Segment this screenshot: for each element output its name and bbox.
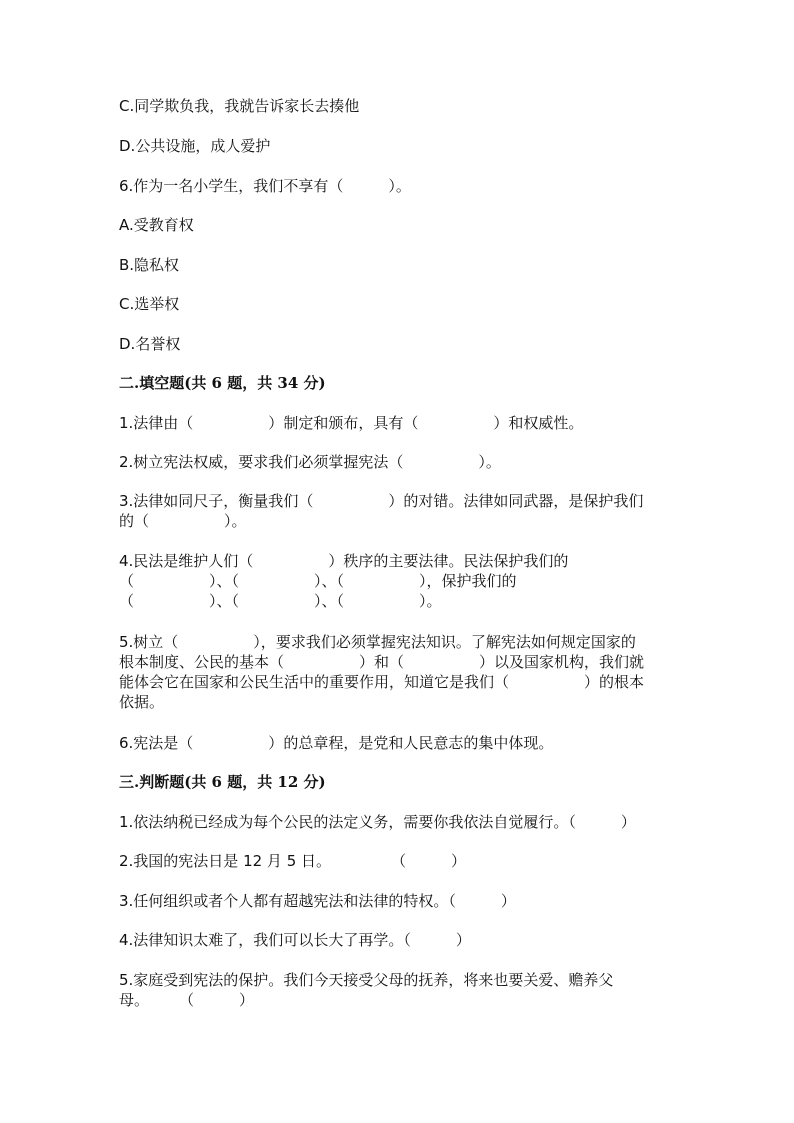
judge-question-5-line-1: 5.家庭受到宪法的保护。我们今天接受父母的抚养，将来也要关爱、赡养父 (119, 971, 614, 989)
section-2-heading: 二.填空题(共 6 题，共 34 分) (119, 374, 326, 392)
judge-question-2: 2.我国的宪法日是 12 月 5 日。 （ ） (119, 852, 467, 870)
judge-question-5 (119, 970, 679, 1010)
judge-question-3: 3.任何组织或者个人都有超越宪法和法律的特权。（ ） (119, 892, 516, 910)
fill-question-5-line-2: 根本制度、公民的基本（ ）和（ ）以及国家机构，我们就 (119, 653, 645, 671)
fill-question-3-line-1: 3.法律如同尺子，衡量我们（ ）的对错。法律如同武器，是保护我们 (119, 492, 644, 510)
fill-question-4-line-2: （ ）、（ ）、（ ），保护我们的 (119, 572, 517, 590)
fill-question-5-line-1: 5.树立（ ），要求我们必须掌握宪法知识。了解宪法如何规定国家的 (119, 633, 636, 651)
option-d-q5: D.公共设施，成人爱护 (119, 137, 271, 155)
fill-question-2: 2.树立宪法权威，要求我们必须掌握宪法（ ）。 (119, 453, 501, 471)
fill-question-3 (119, 491, 679, 531)
fill-question-4-line-3: （ ）、（ ）、（ ）。 (119, 592, 442, 610)
judge-question-5-line-2: 母。 （ ） (119, 991, 255, 1009)
fill-question-4-line-1: 4.民法是维护人们（ ）秩序的主要法律。民法保护我们的 (119, 552, 569, 570)
fill-question-6: 6.宪法是（ ）的总章程，是党和人民意志的集中体现。 (119, 734, 554, 752)
fill-question-5-line-3: 能体会它在国家和公民生活中的重要作用，知道它是我们（ ）的根本 (119, 673, 645, 691)
judge-question-1: 1.依法纳税已经成为每个公民的法定义务，需要你我依法自觉履行。（ ） (119, 813, 636, 831)
question-6-stem: 6.作为一名小学生，我们不享有（ ）。 (119, 177, 411, 195)
fill-question-3-line-2: 的（ ）。 (119, 512, 247, 530)
option-c-q5: C.同学欺负我，我就告诉家长去揍他 (119, 97, 360, 115)
option-a-q6: A.受教育权 (119, 216, 194, 234)
option-d-q6: D.名誉权 (119, 335, 181, 353)
fill-question-5-line-4: 依据。 (119, 693, 165, 711)
option-b-q6: B.隐私权 (119, 256, 180, 274)
fill-question-5 (119, 632, 679, 712)
option-c-q6: C.选举权 (119, 295, 180, 313)
section-3-heading: 三.判断题(共 6 题，共 12 分) (119, 773, 326, 791)
fill-question-4 (119, 551, 679, 611)
judge-question-4: 4.法律知识太难了，我们可以长大了再学。（ ） (119, 931, 471, 949)
fill-question-1: 1.法律由（ ）制定和颁布，具有（ ）和权威性。 (119, 414, 584, 432)
